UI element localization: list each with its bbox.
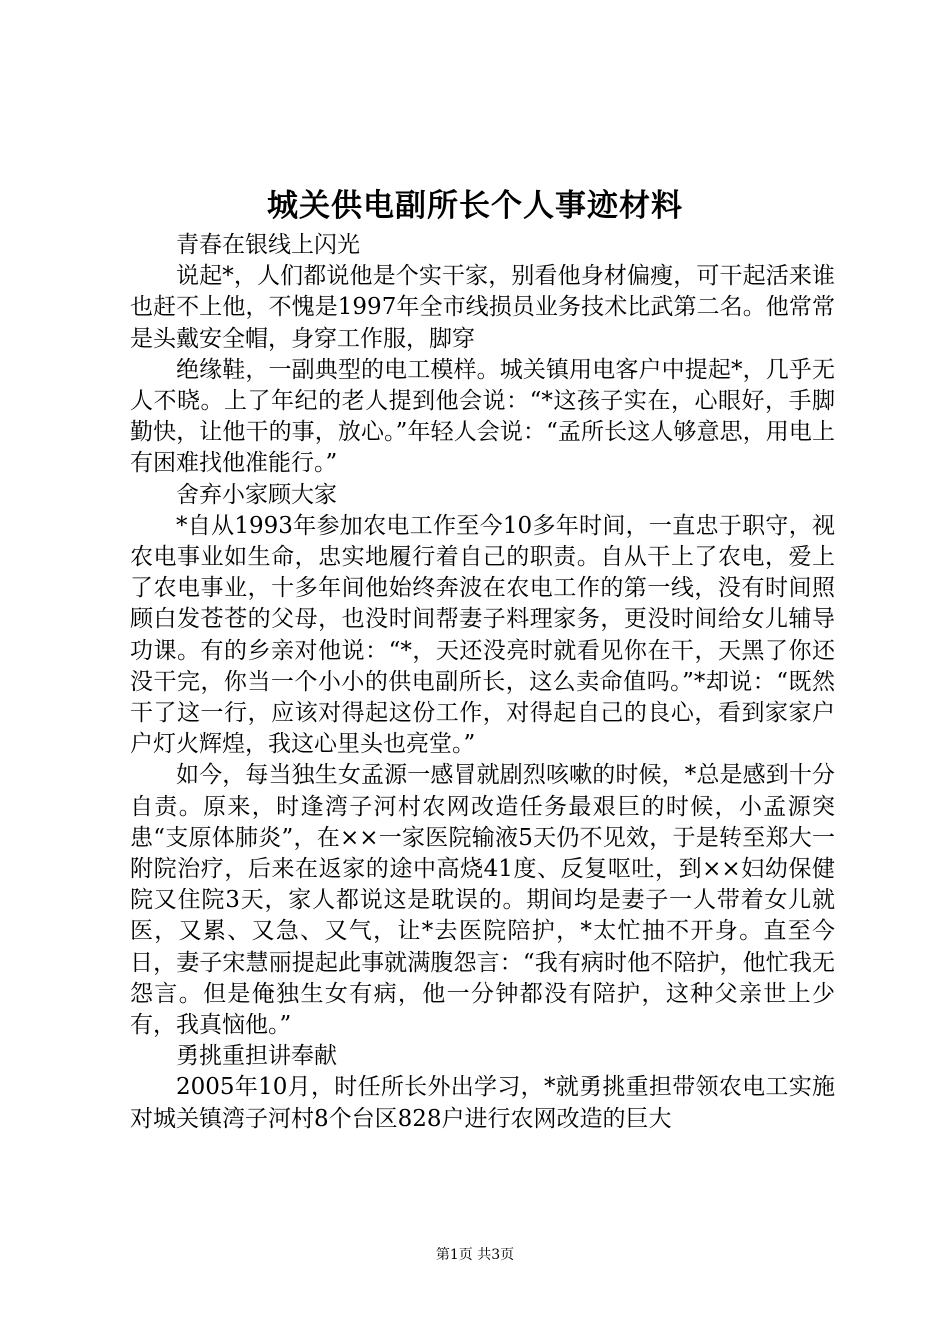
paragraph: 说起*，人们都说他是个实干家，别看他身材偏瘦，可干起活来谁也赶不上他，不愧是1997年全市线损员业务技术比武第二名。他常常是头戴安全帽，身穿工作服，脚穿	[130, 263, 835, 352]
section-heading: 舍弃小家顾大家	[176, 481, 337, 508]
paragraph: 2005年10月，时任所长外出学习，*就勇挑重担带领农电工实施对城关镇湾子河村8个台区828户进行农网改造的巨大	[130, 1074, 835, 1132]
document-title: 城关供电副所长个人事迹材料	[267, 188, 683, 224]
page-number-footer: 第1页 共3页	[435, 1247, 515, 1263]
paragraph: 绝缘鞋，一副典型的电工模样。城关镇用电客户中提起*，几乎无人不晓。上了年纪的老人提到他会说：“*这孩子实在，心眼好，手脚勤快，让他干的事，放心。”年轻人会说：“孟所长这人够意思，用电上有困难找他准能行。”	[130, 356, 835, 477]
section-heading: 青春在银线上闪光	[176, 232, 360, 258]
paragraph: 如今，每当独生女孟源一感冒就剧烈咳嗽的时候，*总是感到十分自责。原来，时逢湾子河村农网改造任务最艰巨的时候，小孟源突患“支原体肺炎”，在××一家医院输液5天仍不见效，于是转至郑大一附院治疗，后来在返家的途中高烧41度、反复呕吐，到××妇幼保健院又住院3天，家人都说这是耽误的。期间均是妻子一人带着女儿就医，又累、又急、又气，让*去医院陪护，*太忙抽不开身。直至今日，妻子宋慧丽提起此事就满腹怨言：“我有病时他不陪护，他忙我无怨言。但是俺独生女有病，他一分钟都没有陪护，这种父亲世上少有，我真恼他。”	[130, 762, 835, 1039]
paragraph: *自从1993年参加农电工作至今10多年时间，一直忠于职守，视农电事业如生命，忠实地履行着自己的职责。自从干上了农电，爱上了农电事业，十多年间他始终奔波在农电工作的第一线，没有时间照顾白发苍苍的父母，也没时间帮妻子料理家务，更没时间给女儿辅导功课。有的乡亲对他说：“*，天还没亮时就看见你在干，天黑了你还没干完，你当一个小小的供电副所长，这么卖命值吗。”*却说：“既然干了这一行，应该对得起这份工作，对得起自己的良心，看到家家户户灯火辉煌，我这心里头也亮堂。”	[130, 512, 835, 758]
document-body	[130, 230, 835, 1135]
section-heading: 勇挑重担讲奉献	[176, 1043, 337, 1070]
